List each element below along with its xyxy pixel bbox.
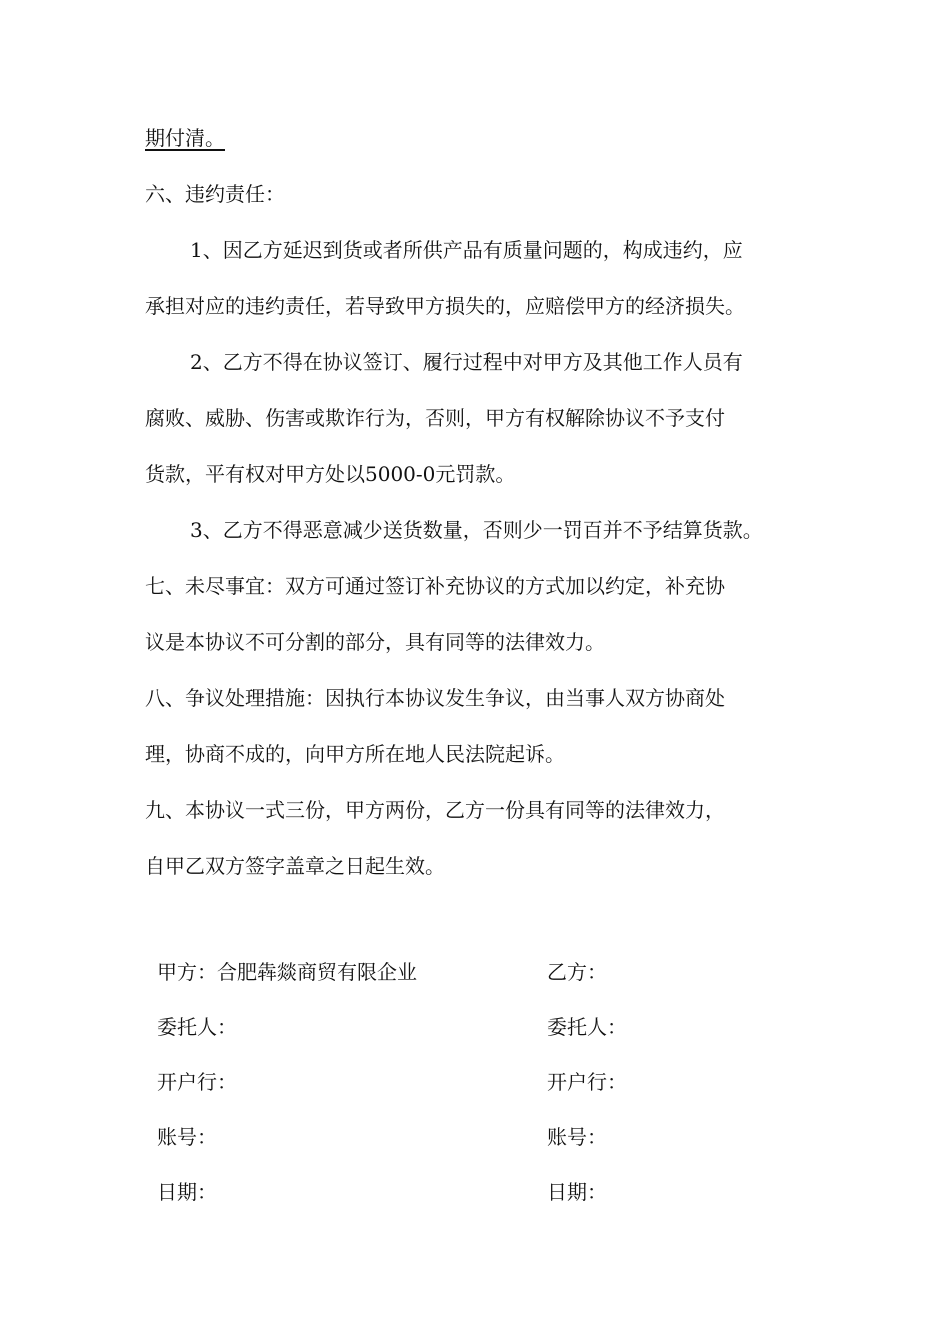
party-a-account: 账号： xyxy=(157,1125,217,1149)
party-a-agent: 委托人： xyxy=(157,1015,237,1039)
party-b-name: 乙方： xyxy=(547,960,607,984)
party-b-account: 账号： xyxy=(547,1125,607,1149)
text-line: 议是本协议不可分割的部分，具有同等的法律效力。 xyxy=(145,630,605,654)
section-heading: 六、违约责任： xyxy=(145,182,285,206)
party-a-name: 甲方：合肥犇燚商贸有限企业 xyxy=(157,960,417,984)
text-line: 自甲乙双方签字盖章之日起生效。 xyxy=(145,854,445,878)
party-b-bank: 开户行： xyxy=(547,1070,627,1094)
text-line: 1、因乙方延迟到货或者所供产品有质量问题的，构成违约，应 xyxy=(190,238,743,262)
text-line: 2、乙方不得在协议签订、履行过程中对甲方及其他工作人员有 xyxy=(190,350,743,374)
text-line: 货款，平有权对甲方处以5000-0元罚款。 xyxy=(145,462,516,486)
text-line: 承担对应的违约责任，若导致甲方损失的，应赔偿甲方的经济损失。 xyxy=(145,294,745,318)
text-line: 期付清。 xyxy=(145,126,225,150)
party-a-date: 日期： xyxy=(157,1180,217,1204)
party-b-date: 日期： xyxy=(547,1180,607,1204)
text-line: 理，协商不成的，向甲方所在地人民法院起诉。 xyxy=(145,742,565,766)
party-a-bank: 开户行： xyxy=(157,1070,237,1094)
text-line: 3、乙方不得恶意减少送货数量，否则少一罚百并不予结算货款。 xyxy=(190,518,763,542)
section-heading: 七、未尽事宜：双方可通过签订补充协议的方式加以约定，补充协 xyxy=(145,574,725,598)
section-heading: 八、争议处理措施：因执行本协议发生争议，由当事人双方协商处 xyxy=(145,686,725,710)
text-line: 腐败、威胁、伤害或欺诈行为，否则，甲方有权解除协议不予支付 xyxy=(145,406,725,430)
party-b-agent: 委托人： xyxy=(547,1015,627,1039)
section-heading: 九、本协议一式三份，甲方两份，乙方一份具有同等的法律效力， xyxy=(145,798,725,822)
